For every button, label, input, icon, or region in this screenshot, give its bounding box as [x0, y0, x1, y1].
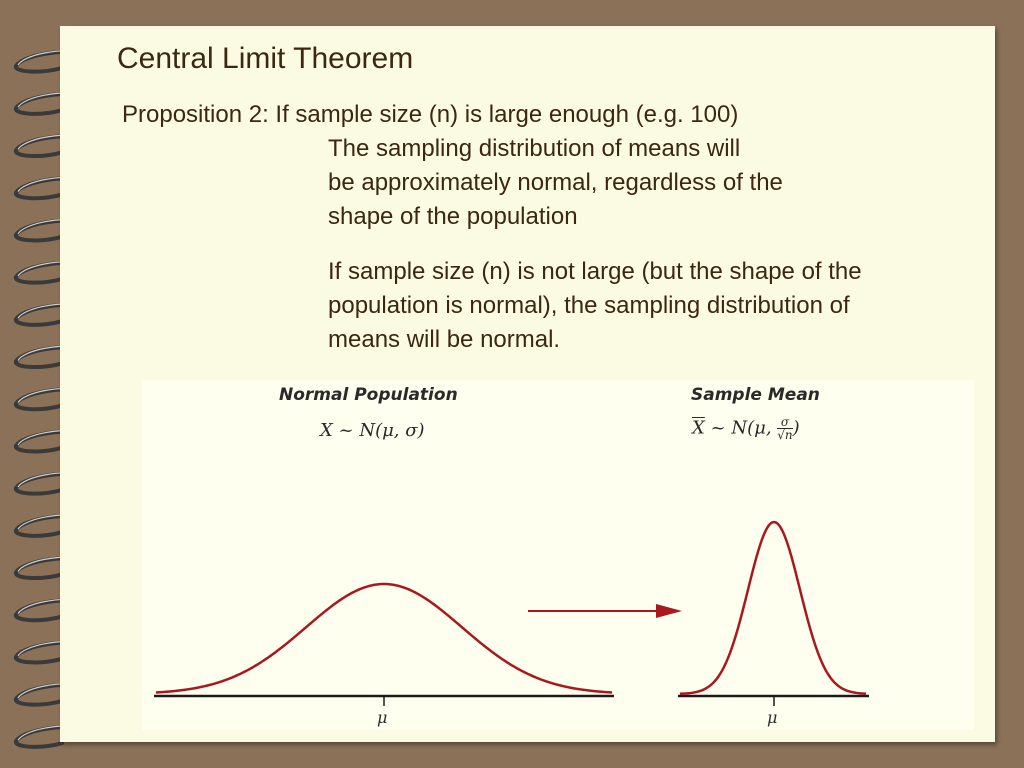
paragraph-2-line: If sample size (n) is not large (but the shape of the — [328, 258, 862, 285]
xbar-symbol: $\overline{X}$ — [692, 417, 705, 439]
population-label: Normal Population — [279, 385, 458, 405]
formula-mid: ~ N(μ, — [704, 417, 778, 439]
paragraph-2-line: means will be normal. — [328, 326, 561, 353]
population-formula: X ~ N(μ, σ) — [320, 420, 425, 441]
paragraph-2 — [328, 255, 968, 357]
population-normal-curve — [156, 584, 612, 692]
sample-mean-normal-curve — [680, 522, 866, 694]
sigma-over-root-n — [777, 416, 792, 441]
page-title: Central Limit Theorem — [117, 42, 414, 75]
paragraph-1 — [328, 132, 968, 234]
distribution-figure — [142, 380, 974, 730]
sample-mean-mu-label: μ — [767, 708, 778, 727]
transform-arrow-head — [656, 604, 682, 618]
fraction-numerator: σ — [777, 416, 792, 429]
sample-mean-formula — [692, 416, 800, 441]
formula-close: ) — [792, 417, 800, 439]
population-mu-label: μ — [377, 708, 388, 727]
proposition-heading: Proposition 2: If sample size (n) is large enough (e.g. 100) — [122, 101, 739, 128]
paragraph-2-line: population is normal), the sampling distribution of — [328, 292, 850, 319]
paragraph-1-line: be approximately normal, regardless of the — [328, 169, 783, 196]
fraction-denominator: √n — [777, 428, 793, 442]
sample-mean-label: Sample Mean — [691, 385, 820, 405]
paragraph-1-line: shape of the population — [328, 203, 578, 230]
paragraph-1-line: The sampling distribution of means will — [328, 135, 741, 162]
distribution-curves — [142, 380, 974, 730]
